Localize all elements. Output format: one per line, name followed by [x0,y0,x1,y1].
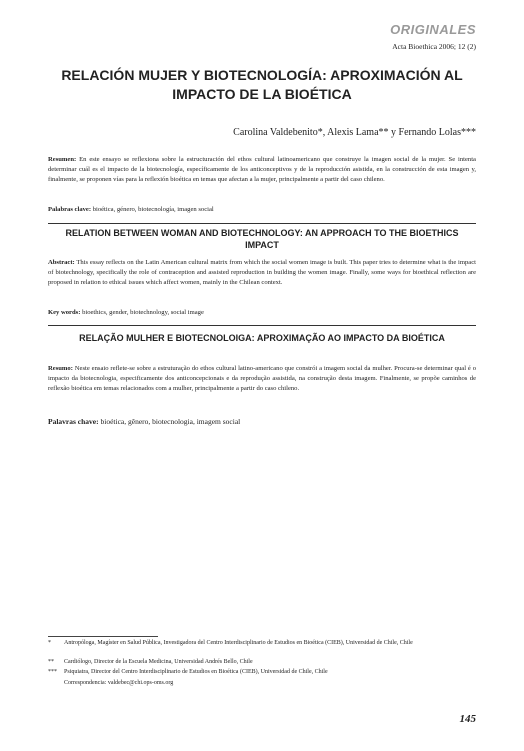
abstract-en-label: Abstract: [48,259,75,266]
abstract-pt-text: Neste ensaio reflete-se sobre a estruturação do ethos cultural latino-americano que constrói a imagem social da mulher. Procura-se determinar qual é o impacto da biotecnologia, especificamente dos anticoncepcionais e da reprodução assistida, na construção desta imagem. Finalmente, se propõe caminhos de reflexão bioética em temas relacionados com a mulher, principalmente a partir do caso chileno. [48,365,476,393]
article-title-pt: RELAÇÃO MULHER E BIOTECNOLOIGA: APROXIMAÇÃO AO IMPACTO DA BIOÉTICA [79,333,445,343]
footnote-3 [48,668,476,678]
keywords-es [48,206,476,213]
keywords-en [48,309,476,316]
journal-reference: Acta Bioethica 2006; 12 (2) [392,42,476,51]
keywords-pt-text: bioética, gênero, biotecnologia, imagem social [100,417,241,426]
footnote-1-mark: * [48,640,51,646]
keywords-pt-label: Palavras chave: [48,417,99,426]
correspondence: Correspondencia: valdebec@chi.ops-oms.org [64,680,174,686]
footnote-3-text: Psiquiatra, Director del Centro Interdisciplinario de Estudios en Bioética (CIEB), Universidad de Chile, Chile [64,669,328,675]
footnote-2-mark: ** [48,659,54,665]
footnote-2-text: Cardiólogo, Director de la Escuela Medicina, Universidad Andrés Bello, Chile [64,659,253,665]
abstract-pt [48,364,476,395]
footnote-1-text: Antropóloga, Magíster en Salud Pública, Investigadora del Centro Interdisciplinario de Estudios en Bioética (CIEB), Universidad de Chile, Chile [64,640,413,646]
footnote-divider [48,636,158,637]
abstract-en [48,258,476,289]
abstract-en-text: This essay reflects on the Latin American cultural matrix from which the social women image is built. This paper tries to determine what is the impact of biotechnology, specifically the role of contraception and assisted reproduction in building the women image. Finally, some ways for bioethical reflection are proposed in relation to ethical issues which affect women, mainly in the Chilean context. [48,259,476,287]
footnote-1 [48,639,476,649]
section-divider-pt [48,325,476,326]
keywords-es-label: Palabras clave: [48,206,92,213]
footnote-3-mark: *** [48,669,57,675]
article-title-es: RELACIÓN MUJER Y BIOTECNOLOGÍA: APROXIMACIÓN AL IMPACTO DE LA BIOÉTICA [61,67,463,102]
abstract-es [48,155,476,186]
page-number: 145 [459,713,476,725]
abstract-es-text: En este ensayo se reflexiona sobre la estructuración del ethos cultural latinoamericano que construye la imagen social de la mujer. Se intenta determinar cuál es el impacto de la biotecnología, específicamente de los anticonceptivos y de la reproducción asistida, en la construcción de esta imagen y, finalmente, se proponen vías para la reflexión bioética en temas que afectan a la mujer, principalmente a partir del caso chileno. [48,156,476,184]
authors-line: Carolina Valdebenito*, Alexis Lama** y Fernando Lolas*** [233,127,476,138]
article-title-en: RELATION BETWEEN WOMAN AND BIOTECHNOLOGY: AN APPROACH TO THE BIOETHICS IMPACT [65,228,459,250]
footnote-2 [48,658,476,668]
abstract-es-label: Resumen: [48,156,77,163]
section-label: ORIGINALES [390,22,476,37]
abstract-pt-label: Resumo: [48,365,73,372]
keywords-es-text: bioética, género, biotecnología, imagen social [92,206,214,213]
section-divider-en [48,223,476,224]
keywords-pt [48,417,476,426]
keywords-en-text: bioethics, gender, biotechnology, social image [82,309,204,316]
keywords-en-label: Key words: [48,309,81,316]
